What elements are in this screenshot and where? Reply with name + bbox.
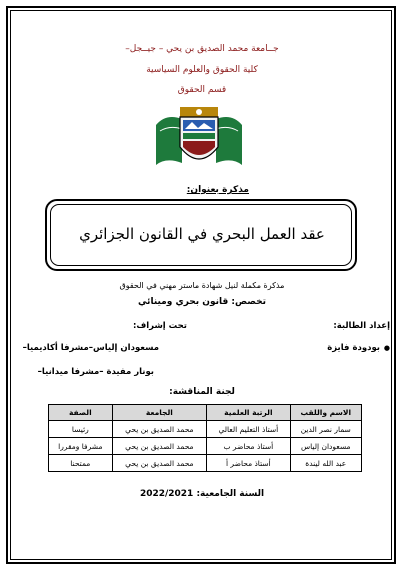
supervisor-field: بونار مفيدة –مشرفا ميدانيا– <box>37 367 154 377</box>
cell-name: مسعودان إلياس <box>290 438 361 455</box>
jury-table <box>48 404 362 472</box>
cell-university: محمد الصديق بن يحي <box>112 421 207 438</box>
cell-name: عبد الله ليندة <box>290 455 361 472</box>
table-row <box>49 455 362 472</box>
cell-name: سمار نصر الدين <box>290 421 361 438</box>
student-name: بودودة فايزة <box>327 343 380 353</box>
specialty: تخصص: قانون بحري ومينائي <box>137 297 267 307</box>
university-emblem-icon <box>152 103 246 175</box>
memo-label: مذكرة بعنوان: <box>186 185 249 195</box>
academic-year: السنة الجامعية: 2022/2021 <box>139 489 265 499</box>
cell-role: رئيسا <box>49 421 113 438</box>
university-name: جــامعة محمد الصديق بن يحي – جيــجل– <box>125 44 279 54</box>
department-name: قسم الحقوق <box>177 85 227 95</box>
table-row <box>49 421 362 438</box>
thesis-title: عقد العمل البحري في القانون الجزائري <box>79 225 325 243</box>
committee-label: لجنة المناقشة: <box>169 387 235 397</box>
prepared-by-label: إعداد الطالبة: <box>333 321 390 331</box>
cell-rank: أستاذ محاضر أ <box>207 455 290 472</box>
cell-rank: أستاذ التعليم العالي <box>207 421 290 438</box>
cell-role: مشرفا ومقررا <box>49 438 113 455</box>
header-role: الصفة <box>49 405 113 421</box>
cell-role: ممتحنا <box>49 455 113 472</box>
header-name: الاسم واللقب <box>290 405 361 421</box>
supervisor-academic: مسعودان إلياس–مشرفا أكاديميا– <box>22 343 159 353</box>
table-header-row <box>49 405 362 421</box>
header-university: الجامعة <box>112 405 207 421</box>
completion-note: مذكرة مكملة لنيل شهادة ماستر مهني في الحقوق <box>119 281 285 290</box>
header-rank: الرتبة العلمية <box>207 405 290 421</box>
cell-university: محمد الصديق بن يحي <box>112 455 207 472</box>
supervision-label: تحت إشراف: <box>132 321 187 331</box>
table-row <box>49 438 362 455</box>
cell-university: محمد الصديق بن يحي <box>112 438 207 455</box>
faculty-name: كلية الحقوق والعلوم السياسية <box>146 65 258 75</box>
bullet-icon: ● <box>383 344 390 352</box>
cell-rank: أستاذ محاضر ب <box>207 438 290 455</box>
